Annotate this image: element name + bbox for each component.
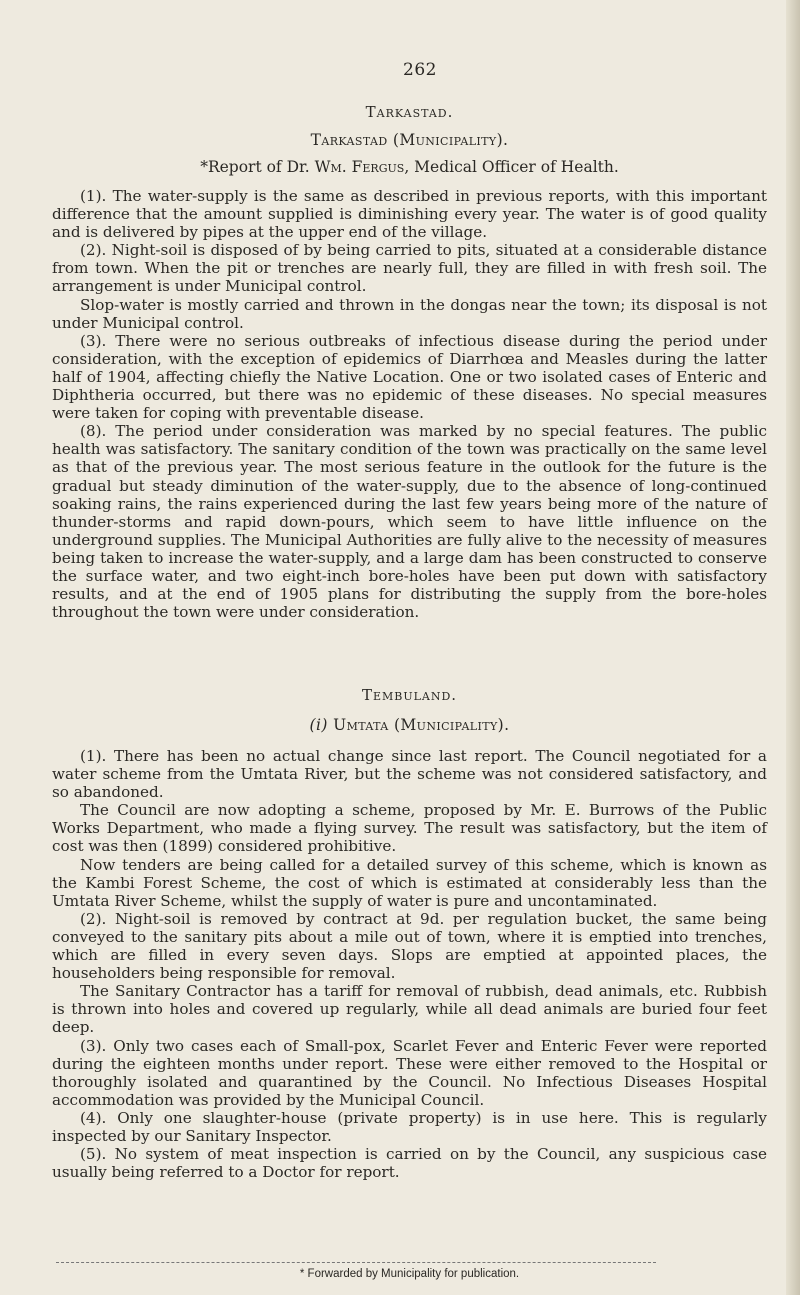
subheading-index: (i) — [309, 716, 328, 734]
paragraph: Now tenders are being called for a detailed survey of this scheme, which is known as the Kambi Forest Scheme, the cost of which is estimated at considerably less than the Umtata River Scheme, whilst the supply of water is pure and uncontaminated. — [52, 855, 767, 910]
paragraph: (1). The water-supply is the same as described in previous reports, with this important difference that the amount supplied is diminishing every year. The water is of good quality and is delivered by pipes at the upper end of the village. — [52, 187, 767, 242]
subheading-tarkastad-municipality: Tarkastad (Municipality). — [310, 131, 509, 149]
section-heading-tarkastad: Tarkastad. — [365, 103, 454, 121]
report-title-prefix: Report of Dr. — [207, 158, 315, 176]
paragraph: Slop-water is mostly carried and thrown in the dongas near the town; its disposal is not under Municipal control. — [52, 295, 767, 332]
paragraph: (2). Night-soil is disposed of by being carried to pits, situated at a considerable distance from town. When the pit or trenches are nearly full, they are filled in with fresh soil. The arrangement is under Municipal control. — [52, 241, 767, 296]
subheading-umtata-municipality — [52, 716, 767, 734]
footnote-marker: * — [200, 158, 208, 176]
footnote: * Forwarded by Municipality for publication. — [299, 1268, 520, 1280]
paragraph: The Council are now adopting a scheme, proposed by Mr. E. Burrows of the Public Works Department, who made a flying survey. The result was satisfactory, but the item of cost was then (1899) considered prohibitive. — [52, 801, 767, 856]
section-heading-tembuland: Tembuland. — [361, 686, 458, 704]
page-edge-shadow — [786, 0, 800, 1295]
paragraph: (3). Only two cases each of Small-pox, Scarlet Fever and Enteric Fever were reported during the eighteen months under report. These were either removed to the Hospital or thoroughly isolated and quarantined by the Council. No Infectious Diseases Hospital accommodation was provided by the Municipal Council. — [52, 1036, 767, 1109]
page-number: 262 — [403, 60, 437, 80]
tarkastad-report-body — [52, 187, 767, 621]
footnote-divider — [56, 1262, 656, 1263]
subheading-umtata-text: Umtata (Municipality). — [327, 716, 510, 734]
report-author-name: Wm. Fergus — [314, 158, 405, 176]
report-title-suffix: , Medical Officer of Health. — [404, 158, 619, 176]
paragraph: (4). Only one slaughter-house (private property) is in use here. This is regularly inspected by our Sanitary Inspector. — [52, 1108, 767, 1145]
paragraph: (8). The period under consideration was marked by no special features. The public health was satisfactory. The sanitary condition of the town was practically on the same level as that of the previous year. The most serious feature in the outlook for the future is the gradual but steady diminution of the water-supply, due to the absence of long-continued soaking rains, the rains experienced during the last few years being more of the nature of thunder-storms and rapid down-pours, which seem to have little influence on the underground supplies. The Municipal Authorities are fully alive to the necessity of measures being taken to increase the water-supply, and a large dam has been constructed to conserve the surface water, and two eight-inch bore-holes have been put down with satisfactory results, and at the end of 1905 plans for distributing the supply from the bore-holes throughout the town were under consideration. — [52, 422, 767, 622]
paragraph: (5). No system of meat inspection is carried on by the Council, any suspicious case usually being referred to a Doctor for report. — [52, 1145, 767, 1182]
umtata-report-body — [52, 747, 767, 1181]
paragraph: The Sanitary Contractor has a tariff for removal of rubbish, dead animals, etc. Rubbish is thrown into holes and covered up regularly, while all dead animals are buried four feet deep. — [52, 982, 767, 1037]
paragraph: (3). There were no serious outbreaks of infectious disease during the period under consideration, with the exception of epidemics of Diarrhœa and Measles during the latter half of 1904, affecting chiefly the Native Location. One or two isolated cases of Enteric and Diphtheria occurred, but there was no epidemic of these diseases. No special measures were taken for coping with preventable disease. — [52, 331, 767, 423]
report-title — [52, 158, 767, 176]
paragraph: (1). There has been no actual change since last report. The Council negotiated for a water scheme from the Umtata River, but the scheme was not considered satisfactory, and so abandoned. — [52, 747, 767, 802]
paragraph: (2). Night-soil is removed by contract at 9d. per regulation bucket, the same being conveyed to the sanitary pits about a mile out of town, where it is emptied into trenches, which are filled in every seven days. Slops are emptied at appointed places, the householders being responsible for removal. — [52, 909, 767, 983]
